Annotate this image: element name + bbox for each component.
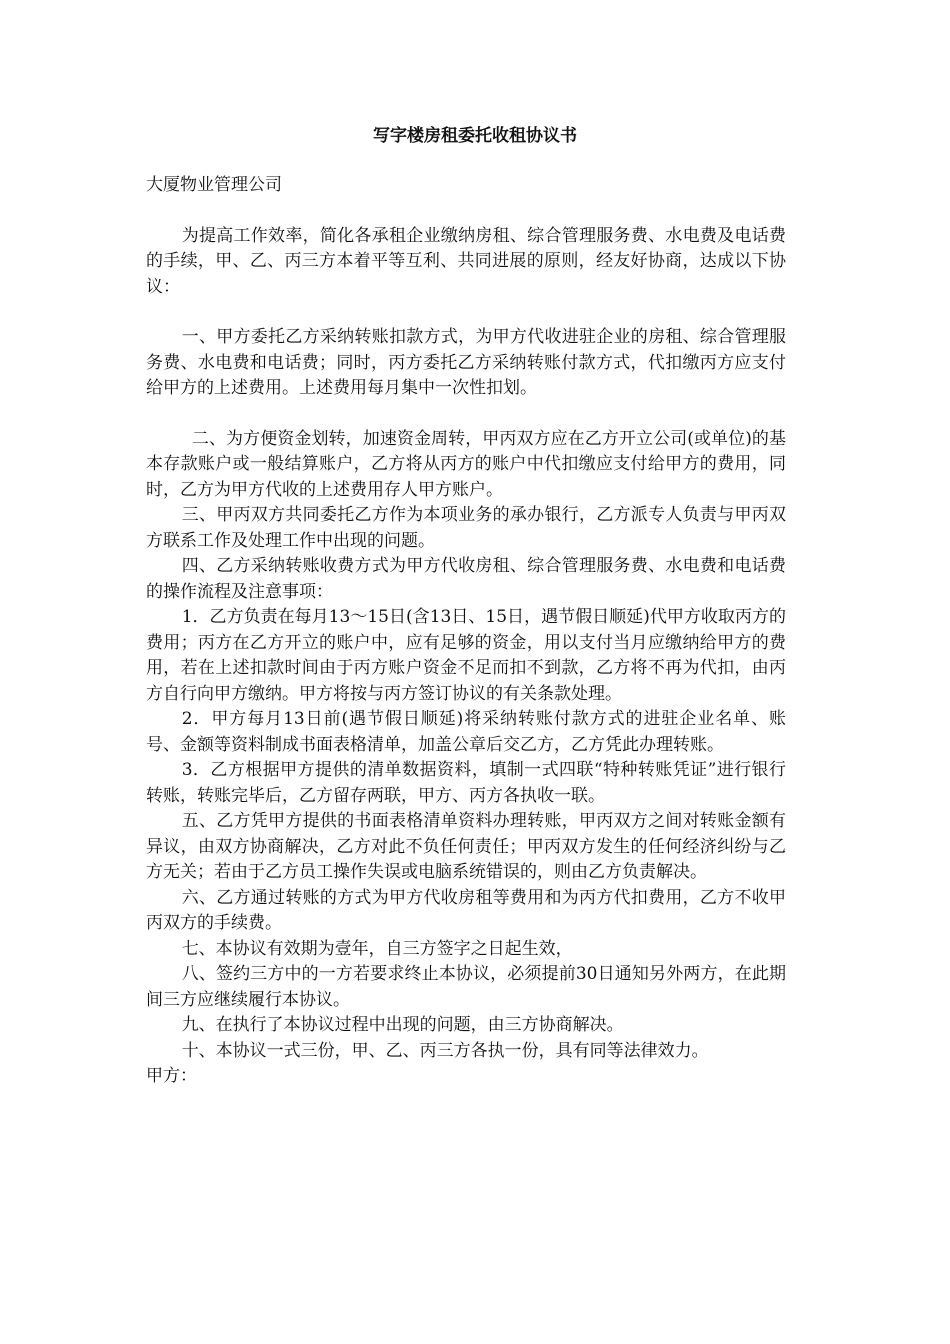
paragraph-clause-4: 四、乙方采纳转账收费方式为甲方代收房租、综合管理服务费、水电费和电话费的操作流程及注意事项： [146, 556, 786, 602]
paragraph-clause-7: 七、本协议有效期为壹年，自三方签字之日起生效， [181, 938, 573, 959]
paragraph-item-1: 1．乙方负责在每月13～15日(含13日、15日，遇节假日顺延)代甲方收取丙方的费用；丙方在乙方开立的账户中，应有足够的资金，用以支付当月应缴纳给甲方的费用，若在上述扣款时间由于丙方账户资金不足而扣不到款，乙方将不再为代扣，由丙方自行向甲方缴纳。甲方将按与丙方签订协议的有关条款处理。 [146, 607, 786, 704]
document-body [146, 173, 786, 1090]
paragraph-clause-1: 一、甲方委托乙方采纳转账扣款方式，为甲方代收进驻企业的房租、综合管理服务费、水电费和电话费；同时，丙方委托乙方采纳转账付款方式，代扣缴丙方应支付给甲方的上述费用。上述费用每月集中一次性扣划。 [146, 327, 786, 398]
paragraph-clause-3: 三、甲丙双方共同委托乙方作为本项业务的承办银行，乙方派专人负责与甲丙双方联系工作及处理工作中出现的问题。 [146, 505, 786, 551]
paragraph-clause-9: 九、在执行了本协议过程中出现的问题，由三方协商解决。 [181, 1015, 624, 1035]
paragraph-clause-5: 五、乙方凭甲方提供的书面表格清单资料办理转账，甲丙双方之间对转账金额有异议，由双方协商解决，乙方对此不负任何责任；甲丙双方发生的任何经济纠纷与乙方无关；若由于乙方员工操作失误或电脑系统错误的，则由乙方负责解决。 [146, 811, 786, 882]
signature-label-party-a: 甲方： [146, 1066, 197, 1086]
paragraph-item-2: 2．甲方每月13日前(遇节假日顺延)将采纳转账付款方式的进驻企业名单、账号、金额等资料制成书面表格清单，加盖公章后交乙方，乙方凭此办理转账。 [146, 709, 786, 755]
paragraph-item-3: 3．乙方根据甲方提供的清单数据资料，填制一式四联“特种转账凭证”进行银行转账，转账完毕后，乙方留存两联，甲方、丙方各执收一联。 [146, 760, 786, 806]
document-title: 写字楼房租委托收租协议书 [373, 126, 577, 146]
paragraph-intro: 为提高工作效率，简化各承租企业缴纳房租、综合管理服务费、水电费及电话费的手续，甲、乙、丙三方本着平等互利、共同进展的原则，经友好协商，达成以下协议： [146, 225, 786, 297]
paragraph-clause-8: 八、签约三方中的一方若要求终止本协议，必须提前30日通知另外两方，在此期间三方应继续履行本协议。 [146, 964, 786, 1010]
paragraph-clause-2: 二、为方便资金划转，加速资金周转，甲丙双方应在乙方开立公司(或单位)的基本存款账户或一般结算账户，乙方将从丙方的账户中代扣缴应支付给甲方的费用，同时，乙方为甲方代收的上述费用存人甲方账户。 [146, 428, 786, 500]
paragraph-clause-10: 十、本协议一式三份，甲、乙、丙三方各执一份，具有同等法律效力。 [181, 1040, 709, 1061]
paragraph-clause-6: 六、乙方通过转账的方式为甲方代收房租等费用和为丙方代扣费用，乙方不收甲丙双方的手续费。 [146, 887, 786, 933]
addressee: 大厦物业管理公司 [146, 175, 282, 195]
